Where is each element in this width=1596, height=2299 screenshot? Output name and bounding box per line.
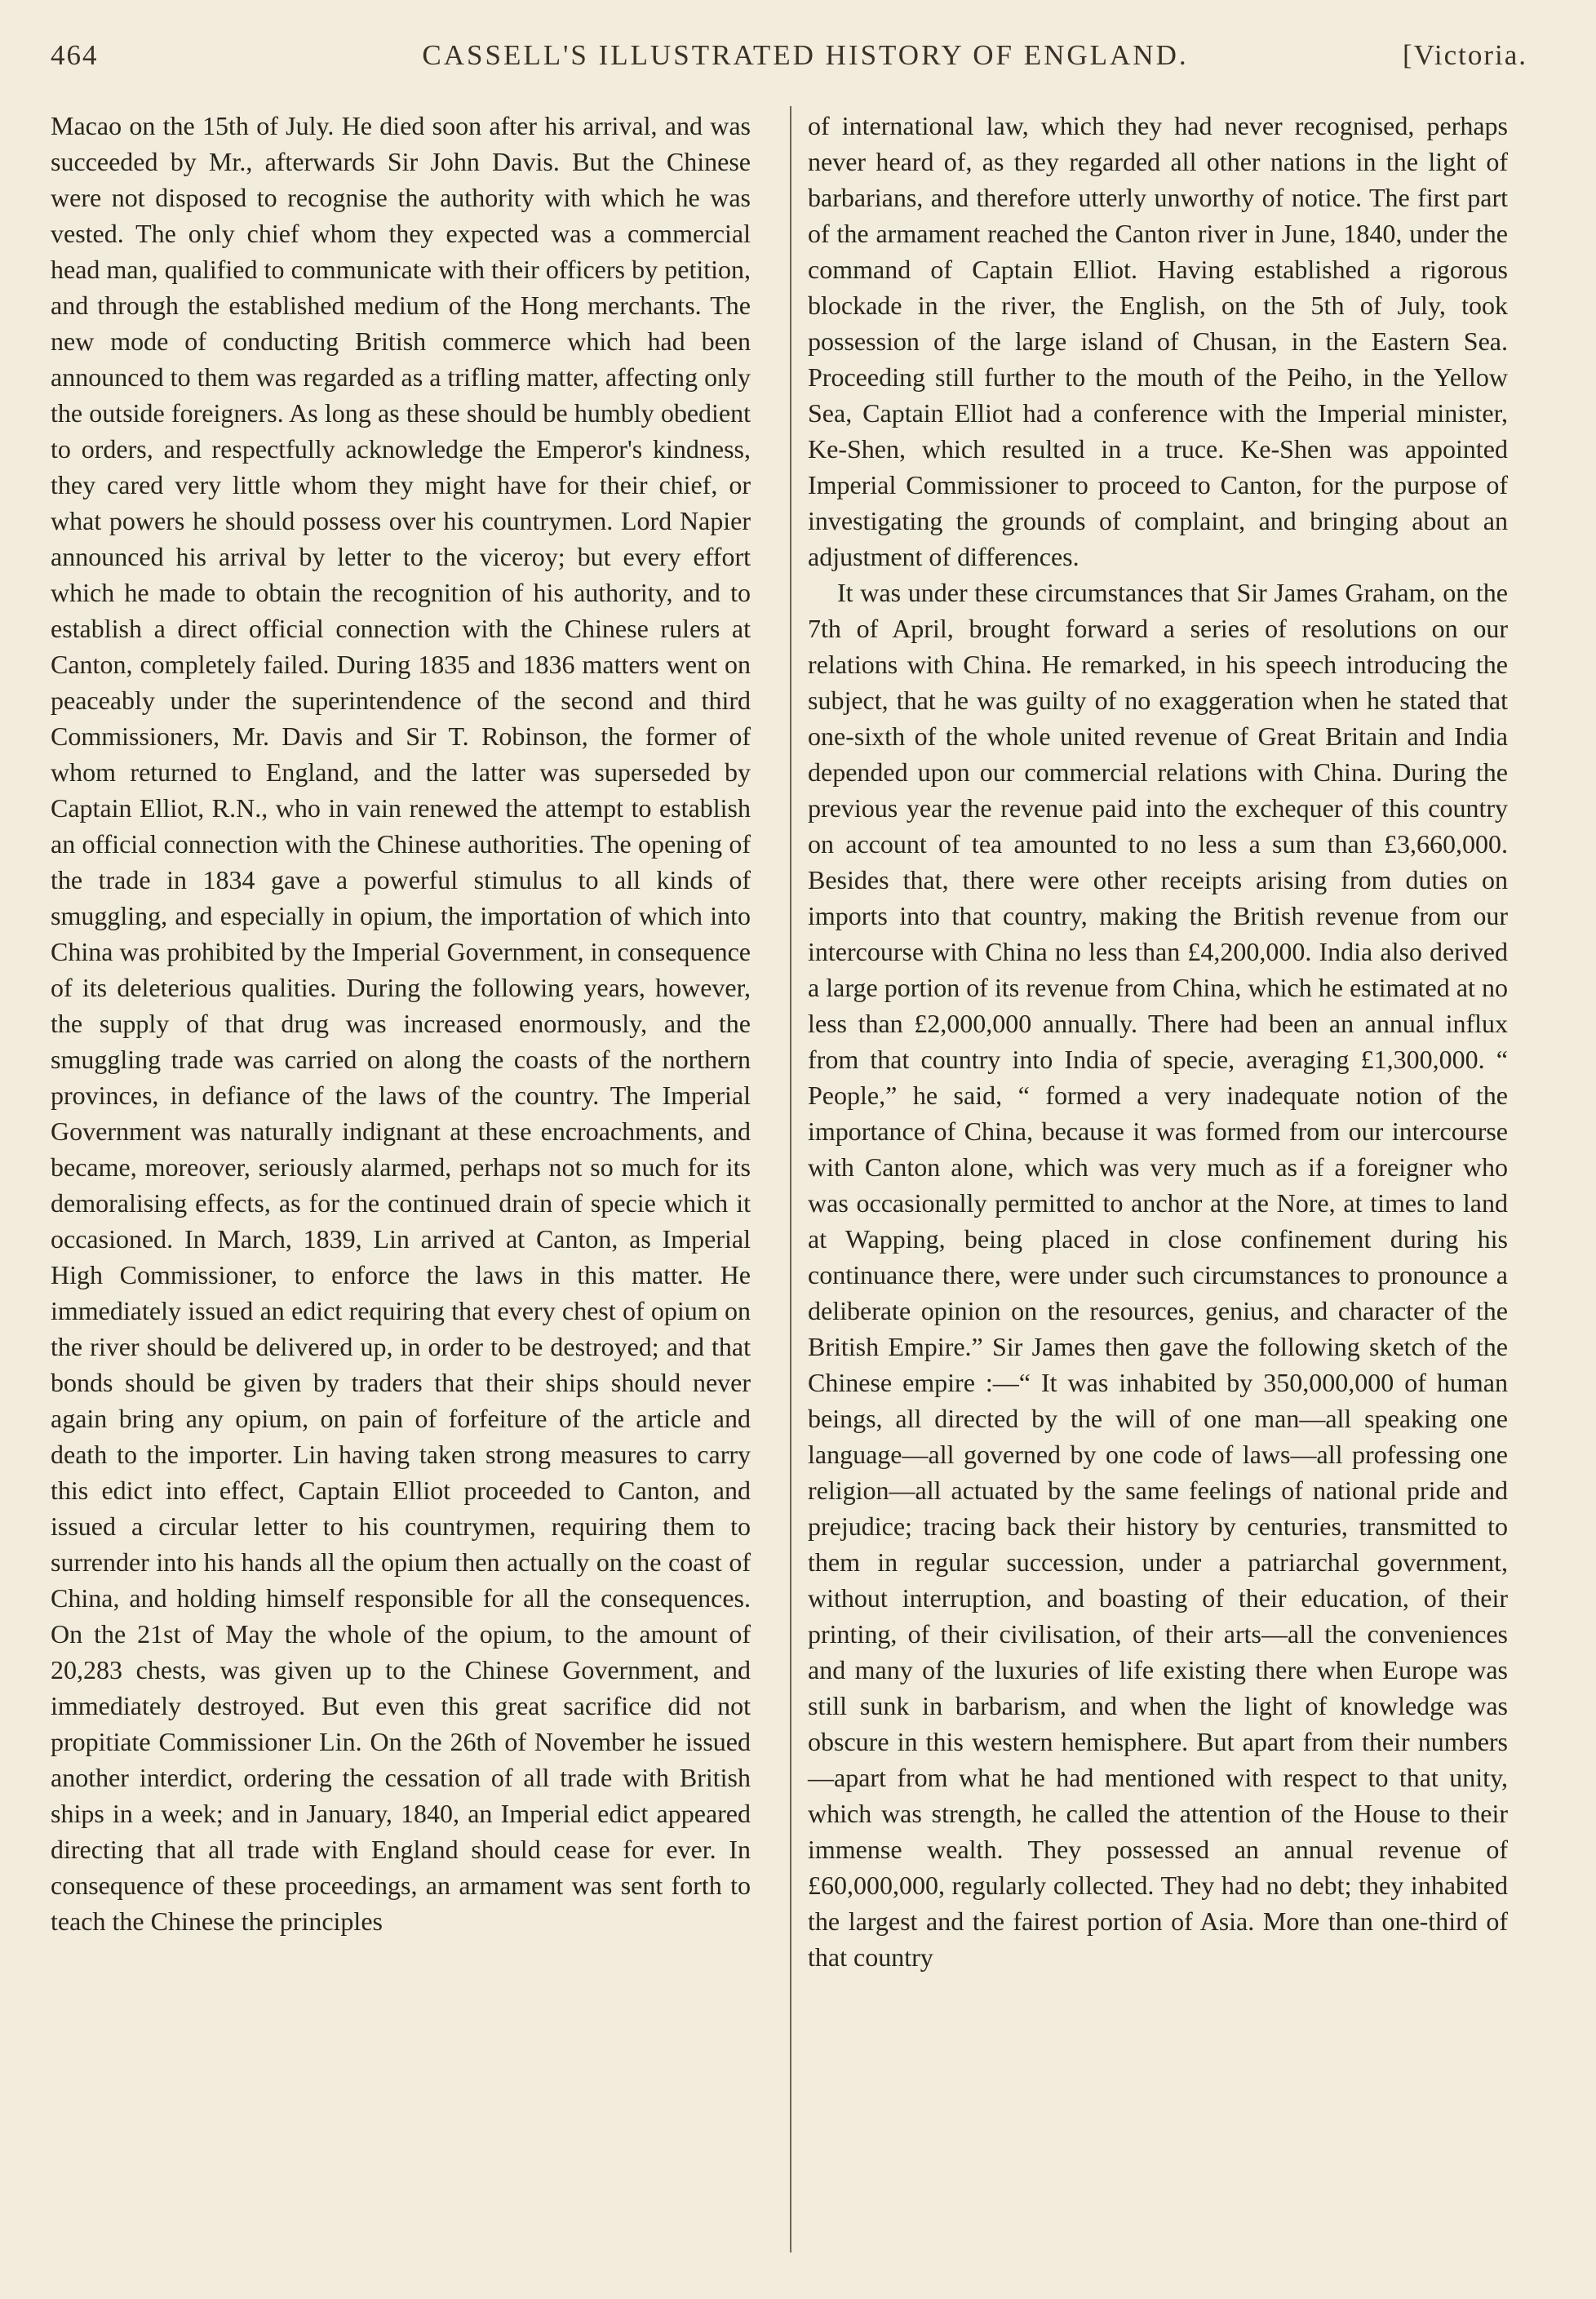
paragraph: It was under these circumstances that Sir James Graham, on the 7th of April, brought forward a series of resolutions on our relations with China. He remarked, in his speech introducing the subject, that he was guilty of no exaggeration when he stated that one-sixth of the whole united revenue of Great Britain and India depended upon our commercial relations with China. During the previous year the revenue paid into the exchequer of this country on account of tea amounted to no less a sum than £3,660,000. Besides that, there were other receipts arising from duties on imports into that country, making the British revenue from our intercourse with China no less than £4,200,000. India also derived a large portion of its revenue from China, which he estimated at no less than £2,000,000 annually. There had been an annual influx from that country into India of specie, averaging £1,300,000. “ People,” he said, “ formed a very inadequate notion of the importance of China, because it was formed from our intercourse with Canton alone, which was very much as if a foreigner who was occasionally permitted to anchor at the Nore, at times to land at Wapping, being placed in close confinement during his continuance there, were under such circumstances to pronounce a deliberate opinion on the resources, genius, and character of the British Empire.” Sir James then gave the following sketch of the Chinese empire :—“ It was inhabited by 350,000,000 of human beings, all directed by the will of one man—all speaking one language—all governed by one code of laws—all professing one religion—all actuated by the same feelings of national pride and prejudice; tracing back their history by centuries, transmitted to them in regular succession, under a patriarchal government, without interruption, and boasting of their education, of their printing, of their civilisation, of their arts—all the conveniences and many of the luxuries of life existing there when Europe was still sunk in barbarism, and when the light of knowledge was obscure in this western hemisphere. But apart from their numbers—apart from what he had mentioned with respect to that unity, which was strength, he called the attention of the House to their immense wealth. They possessed an annual revenue of £60,000,000, regularly collected. They had no debt; they inhabited the largest and the fairest portion of Asia. More than one-third of that country — [808, 578, 1508, 1972]
paragraph: Macao on the 15th of July. He died soon after his arrival, and was succeeded by Mr., afterwards Sir John Davis. But the Chinese were not disposed to recognise the authority with which he was vested. The only chief whom they expected was a commercial head man, qualified to communicate with their officers by petition, and through the established medium of the Hong merchants. The new mode of conducting British commerce which had been announced to them was regarded as a trifling matter, affecting only the outside foreigners. As long as these should be humbly obedient to orders, and respectfully acknowledge the Emperor's kindness, they cared very little whom they might have for their chief, or what powers he should possess over his countrymen. Lord Napier announced his arrival by letter to the viceroy; but every effort which he made to obtain the recognition of his authority, and to establish a direct official connection with the Chinese rulers at Canton, completely failed. During 1835 and 1836 matters went on peaceably under the superintendence of the second and third Commissioners, Mr. Davis and Sir T. Robinson, the former of whom returned to England, and the latter was superseded by Captain Elliot, R.N., who in vain renewed the attempt to establish an official connection with the Chinese authorities. The opening of the trade in 1834 gave a powerful stimulus to all kinds of smuggling, and especially in opium, the importation of which into China was prohibited by the Imperial Government, in consequence of its deleterious qualities. During the following years, however, the supply of that drug was increased enormously, and the smuggling trade was carried on along the coasts of the northern provinces, in defiance of the laws of the country. The Imperial Government was naturally indignant at these encroachments, and became, moreover, seriously alarmed, perhaps not so much for its demoralising effects, as for the continued drain of specie which it occasioned. In March, 1839, Lin arrived at Canton, as Imperial High Commissioner, to enforce the laws in this matter. He immediately issued an edict requiring that every chest of opium on the river should be delivered up, in order to be destroyed; and that bonds should be given by traders that their ships should never again bring any opium, on pain of forfeiture of the article and death to the importer. Lin having taken strong measures to carry this edict into effect, Captain Elliot proceeded to Canton, and issued a circular letter to his countrymen, requiring them to surrender into his hands all the opium then actually on the coast of China, and holding himself responsible for all the consequences. On the 21st of May the whole of the opium, to the amount of 20,283 chests, was given up to the Chinese Government, and immediately destroyed. But even this great sacrifice did not propitiate Commissioner Lin. On the 26th of November he issued another interdict, ordering the cessation of all trade with British ships in a week; and in January, 1840, an Imperial edict appeared directing that all trade with England should cease for ever. In consequence of these proceedings, an armament was sent forth to teach the Chinese the principles — [51, 111, 751, 1936]
column-divider — [790, 106, 791, 2252]
right-column — [808, 108, 1508, 1975]
page-header — [51, 39, 1527, 88]
page-number: 464 — [51, 39, 99, 71]
section-label: [Victoria. — [1403, 39, 1527, 71]
running-title: CASSELL'S ILLUSTRATED HISTORY OF ENGLAND. — [422, 39, 1189, 71]
left-column — [51, 108, 751, 1939]
paragraph: of international law, which they had never recognised, perhaps never heard of, as they regarded all other nations in the light of barbarians, and therefore utterly unworthy of notice. The first part of the armament reached the Canton river in June, 1840, under the command of Captain Elliot. Having established a rigorous blockade in the river, the English, on the 5th of July, took possession of the large island of Chusan, in the Eastern Sea. Proceeding still further to the mouth of the Peiho, in the Yellow Sea, Captain Elliot had a conference with the Imperial minister, Ke-Shen, which resulted in a truce. Ke-Shen was appointed Imperial Commissioner to proceed to Canton, for the purpose of investigating the grounds of complaint, and bringing about an adjustment of differences. — [808, 111, 1508, 571]
